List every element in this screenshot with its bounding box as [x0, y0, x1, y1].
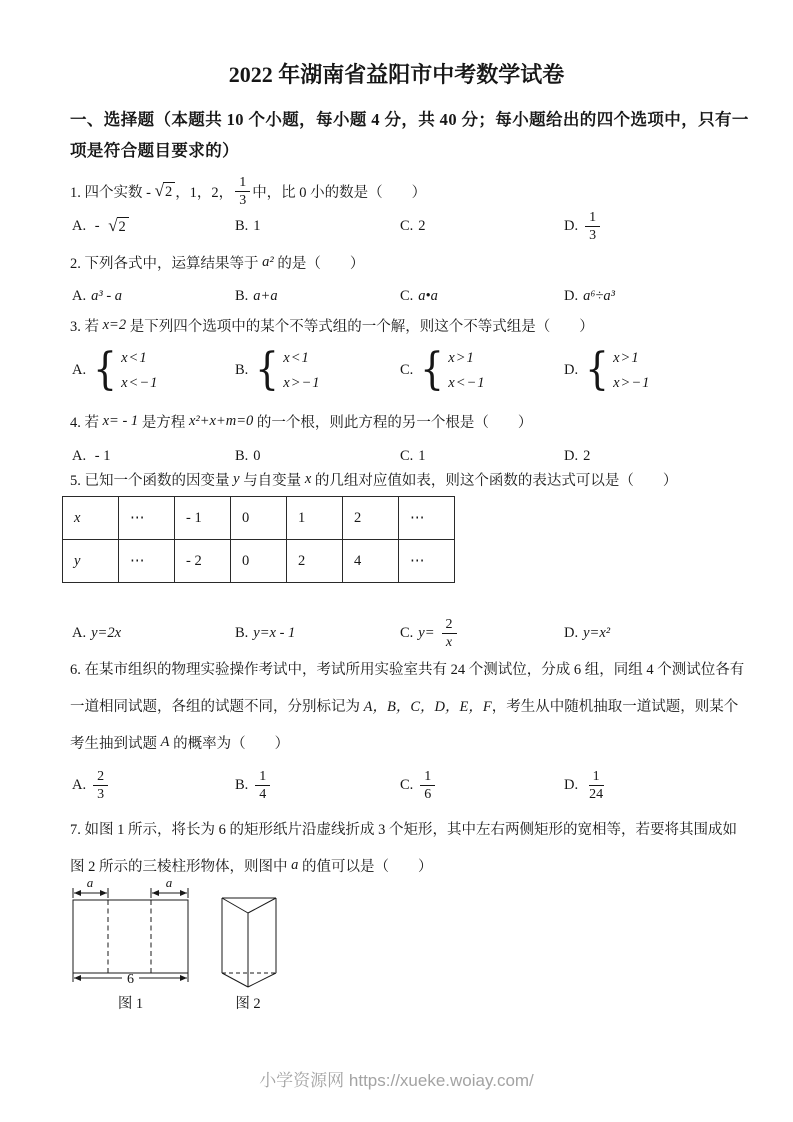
table-cell: x [63, 497, 119, 540]
option-d: D. 2 [564, 447, 591, 464]
option-d [564, 209, 762, 244]
question-4-options [72, 443, 762, 469]
formula: x= - 1 [102, 413, 139, 429]
fraction: $\frac{2}{3}$ [93, 768, 108, 803]
formula: x [304, 471, 312, 487]
option-label: A. [72, 361, 87, 378]
formula: x²+x+m=0 [188, 413, 254, 429]
formula: y= [418, 624, 435, 641]
option-a: A. - 1 [72, 447, 111, 464]
question-5-text: 5. 已知一个函数的因变量 y 与自变量 x 的几组对应值如表，则这个函数的表达式可以是（ ） [70, 471, 678, 489]
prism-bottom-right-edge [248, 973, 276, 987]
formula: a³ - a [91, 287, 123, 304]
table-cell: 2 [287, 540, 343, 583]
option-label: D. [564, 776, 579, 793]
sqrt-radical [155, 182, 176, 201]
option-c: C. 1 [400, 447, 426, 464]
option-label: C. [400, 624, 414, 641]
option-b [235, 344, 400, 396]
variable: A [160, 734, 170, 750]
option-b [235, 625, 400, 642]
value-table [62, 496, 455, 583]
inequality-system: { x<1 x>−1 [255, 344, 321, 396]
option-b [235, 768, 400, 803]
variable: a [291, 857, 299, 873]
option-a [72, 344, 235, 396]
dim-label-a-right: a [165, 875, 173, 890]
section-heading-line1: 一、选择题（本题共 10 个小题，每小题 4 分，共 40 分；每小题给出的四个选项中，只有一 [70, 110, 749, 129]
table-cell: - 1 [175, 497, 231, 540]
table-cell: y [63, 540, 119, 583]
table-row-x [63, 497, 455, 540]
option-label: B. [235, 624, 249, 641]
option-label: D. [564, 361, 579, 378]
table-cell: 2 [343, 497, 399, 540]
option-label: B. [235, 361, 249, 378]
option-label: B. [235, 217, 249, 234]
question-6-line3: 考生抽到试题 A 的概率为（ ） [70, 734, 290, 752]
option-c: C. 2 [400, 217, 426, 234]
prism-top-left-edge [222, 898, 248, 913]
formula: x=2 [102, 317, 127, 333]
table-cell: ⋯ [119, 540, 175, 583]
radicand: 2 [163, 182, 175, 201]
fraction: $\frac{1}{4}$ [255, 768, 270, 803]
fraction-one-third: $\frac{1}{3}$ [235, 174, 250, 209]
fraction-two-over-x: $\frac{2}{x}$ [442, 616, 457, 651]
table-cell: ⋯ [119, 497, 175, 540]
figure-2-label: 图 2 [235, 996, 261, 1012]
fraction: $\frac{1}{6}$ [420, 768, 435, 803]
option-label: C. [400, 447, 414, 464]
q1-mid: ，1，2， [175, 184, 234, 201]
question-3-options [72, 342, 762, 398]
fraction-one-third: $\frac{1}{3}$ [585, 209, 600, 244]
table-cell: 1 [287, 497, 343, 540]
option-b: B. 0 [235, 447, 261, 464]
question-6-line2: 一道相同试题，各组的试题不同，分别标记为 A，B，C，D，E，F ，考生从中随机抽取一道试题，则某个 [70, 695, 738, 716]
option-label: B. [235, 447, 249, 464]
table-cell: 0 [231, 497, 287, 540]
rectangle-outline [73, 900, 188, 973]
option-label: A. [72, 447, 87, 464]
option-d [564, 768, 762, 803]
option-label: B. [235, 776, 249, 793]
question-1-options [72, 201, 762, 251]
option-label: D. [564, 447, 579, 464]
question-3-text: 3. 若 x=2 是下列四个选项中的某个不等式组的一个解，则这个不等式组是（ ） [70, 317, 594, 335]
formula: a•a [418, 287, 438, 304]
option-c [400, 768, 564, 803]
option-label: C. [400, 217, 414, 234]
question-7-line2: 图 2 所示的三棱柱形物体，则图中 a 的值可以是（ ） [70, 857, 433, 875]
question-6-options [72, 761, 762, 809]
option-a [72, 768, 235, 803]
brace: { [420, 344, 445, 396]
option-c [400, 288, 564, 305]
formula: y [233, 471, 240, 487]
option-label: B. [235, 287, 249, 304]
formula: y=2x [91, 624, 122, 641]
radical-sign: √ [154, 180, 164, 200]
prism-top-right-edge [248, 898, 276, 913]
option-label: A. [72, 624, 87, 641]
fraction: $\frac{1}{24}$ [589, 768, 604, 802]
formula: y=x - 1 [253, 624, 296, 641]
table-cell: - 2 [175, 540, 231, 583]
table-cell: ⋯ [399, 497, 455, 540]
figure-1-label: 图 1 [117, 996, 144, 1012]
option-b [235, 288, 400, 305]
question-2-options [72, 283, 762, 309]
option-c [400, 616, 564, 651]
table-cell: 0 [231, 540, 287, 583]
inequality-system: { x>1 x>−1 [585, 344, 651, 396]
table-cell: ⋯ [399, 540, 455, 583]
question-5-options [72, 609, 762, 657]
option-d [564, 625, 762, 642]
brace: { [585, 344, 610, 396]
brace: { [93, 344, 118, 396]
dim-label-a-left: a [86, 875, 94, 890]
variable-list: A，B，C，D，E，F [363, 699, 492, 715]
minus-sign: - [91, 217, 104, 234]
option-a [72, 625, 235, 642]
option-label: D. [564, 624, 579, 641]
option-b: B. 1 [235, 217, 261, 234]
dim-label-6: 6 [127, 972, 134, 987]
brace: { [255, 344, 280, 396]
table-cell: 4 [343, 540, 399, 583]
figure-2-diagram [218, 878, 282, 990]
option-d [564, 344, 762, 396]
page-title: 2022 年湖南省益阳市中考数学试卷 [228, 62, 565, 87]
option-label: C. [400, 361, 414, 378]
option-label: C. [400, 287, 414, 304]
q1-pre: 1. 四个实数 - [70, 184, 155, 201]
formula: a+a [253, 287, 278, 304]
sqrt-radical: √ 2 [108, 217, 129, 236]
formula: a² [262, 254, 274, 270]
option-d [564, 288, 762, 305]
formula: y=x² [583, 624, 611, 641]
table-row-y [63, 540, 455, 583]
option-label: A. [72, 217, 87, 234]
inequality-system: { x>1 x<−1 [420, 344, 486, 396]
q1-post: 中，比 0 小的数是（ ） [252, 184, 427, 201]
option-a [72, 217, 235, 236]
footer-watermark: 小学资源网 https://xueke.woiay.com/ [259, 1071, 534, 1090]
option-a [72, 288, 235, 305]
question-2-text: 2. 下列各式中，运算结果等于 a² 的是（ ） [70, 254, 365, 272]
prism-bottom-left-edge [222, 973, 248, 987]
question-6-line1: 6. 在某市组织的物理实验操作考试中，考试所用实验室共有 24 个测试位，分成 6 组，同组 4 个测试位各有 [70, 662, 745, 678]
option-label: D. [564, 217, 579, 234]
option-label: A. [72, 287, 87, 304]
formula: a⁶÷a³ [583, 287, 615, 304]
option-label: D. [564, 287, 579, 304]
question-7-line1: 7. 如图 1 所示，将长为 6 的矩形纸片沿虚线折成 3 个矩形，其中左右两侧矩形的宽相等，若要将其围成如 [70, 822, 737, 838]
inequality-system: { x<1 x<−1 [93, 344, 159, 396]
option-c [400, 344, 564, 396]
option-label: C. [400, 776, 414, 793]
option-label: A. [72, 776, 87, 793]
section-heading-line2: 项是符合题目要求的） [70, 141, 239, 160]
question-4-text: 4. 若 x= - 1 是方程 x²+x+m=0 的一个根，则此方程的另一个根是（ ） [70, 413, 533, 431]
